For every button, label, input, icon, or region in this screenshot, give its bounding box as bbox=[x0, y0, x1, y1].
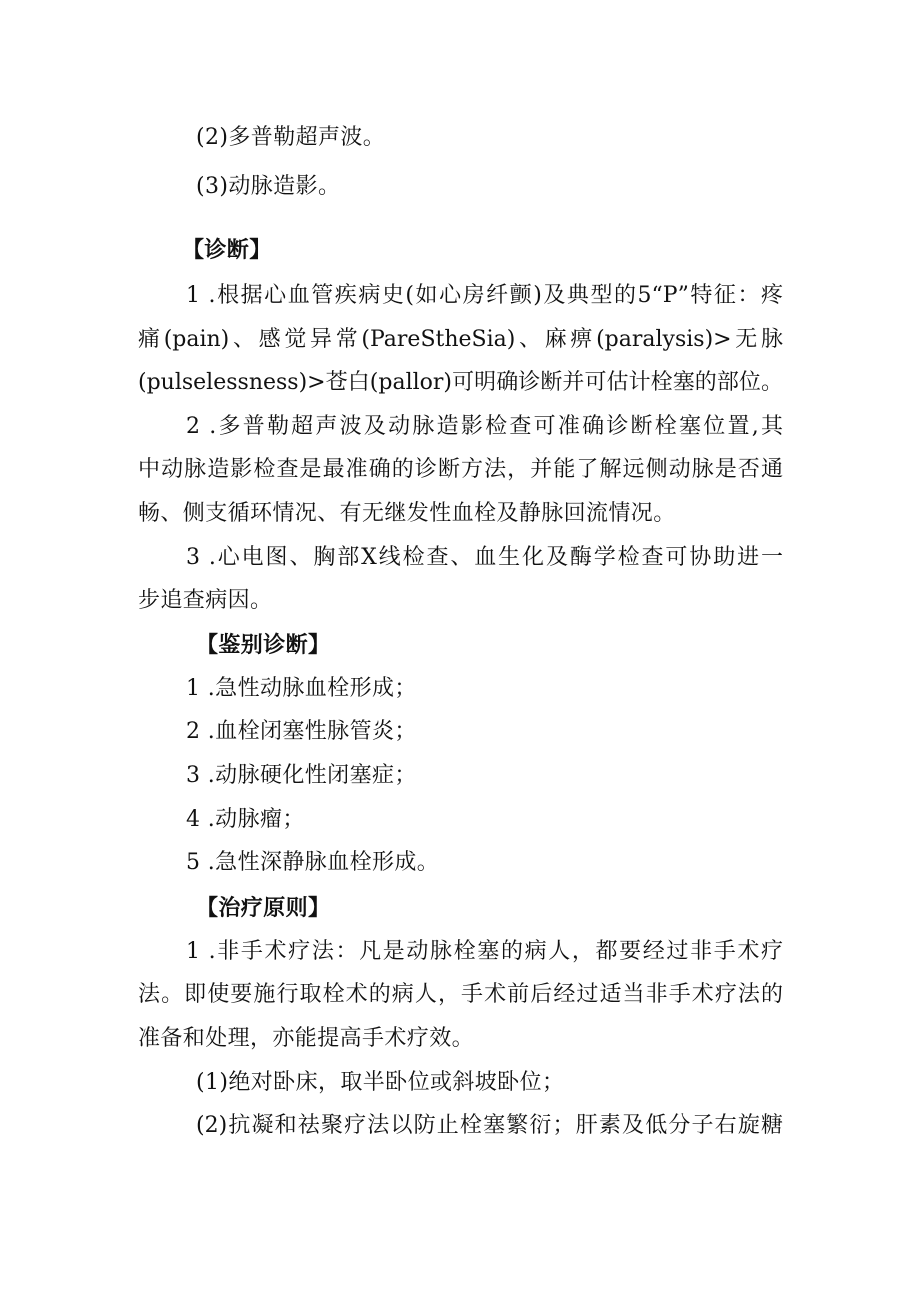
diagnosis-line-5: 中动脉造影检查是最准确的诊断方法，并能了解远侧动脉是否通 bbox=[138, 457, 783, 482]
differential-item-2: 2 .血栓闭塞性脉管炎； bbox=[186, 719, 417, 744]
treatment-item-bed-rest: (1)绝对卧床，取半卧位或斜坡卧位； bbox=[196, 1070, 565, 1095]
list-item-angiography: (3)动脉造影。 bbox=[196, 174, 341, 199]
treatment-line-2: 法。即使要施行取栓术的病人，手术前后经过适当非手术疗法的 bbox=[138, 982, 783, 1007]
differential-item-5: 5 .急性深静脉血栓形成。 bbox=[186, 850, 440, 875]
diagnosis-line-3: (pulselessness)>苍白(pallor)可明确诊断并可估计栓塞的部位。 bbox=[138, 370, 783, 395]
diagnosis-line-1: 1 .根据心血管疾病史(如心房纤颤)及典型的5“P”特征：疼 bbox=[186, 283, 783, 308]
diagnosis-line-8: 步追查病因。 bbox=[138, 588, 273, 613]
diagnosis-line-4: 2 .多普勒超声波及动脉造影检查可准确诊断栓塞位置,其 bbox=[186, 414, 783, 439]
differential-item-1: 1 .急性动脉血栓形成； bbox=[186, 676, 417, 701]
differential-item-3: 3 .动脉硬化性闭塞症； bbox=[186, 763, 417, 788]
treatment-line-1: 1 .非手术疗法：凡是动脉栓塞的病人，都要经过非手术疗 bbox=[186, 939, 783, 964]
heading-diagnosis: 【诊断】 bbox=[182, 237, 272, 263]
heading-treatment-principles: 【治疗原则】 bbox=[196, 895, 331, 921]
diagnosis-line-2: 痛(pain)、感觉异常(PareStheSia)、麻痹(paralysis)>无脉 bbox=[138, 327, 783, 352]
differential-item-4: 4 .动脉瘤； bbox=[186, 807, 305, 832]
heading-differential-diagnosis: 【鉴别诊断】 bbox=[196, 632, 331, 658]
diagnosis-line-6: 畅、侧支循环情况、有无继发性血栓及静脉回流情况。 bbox=[138, 501, 676, 526]
diagnosis-line-7: 3 .心电图、胸部X线检查、血生化及酶学检查可协助进一 bbox=[186, 545, 783, 570]
list-item-doppler: (2)多普勒超声波。 bbox=[196, 125, 386, 150]
treatment-item-anticoagulation: (2)抗凝和祛聚疗法以防止栓塞繁衍；肝素及低分子右旋糖 bbox=[196, 1113, 783, 1138]
treatment-line-3: 准备和处理，亦能提高手术疗效。 bbox=[138, 1026, 475, 1051]
